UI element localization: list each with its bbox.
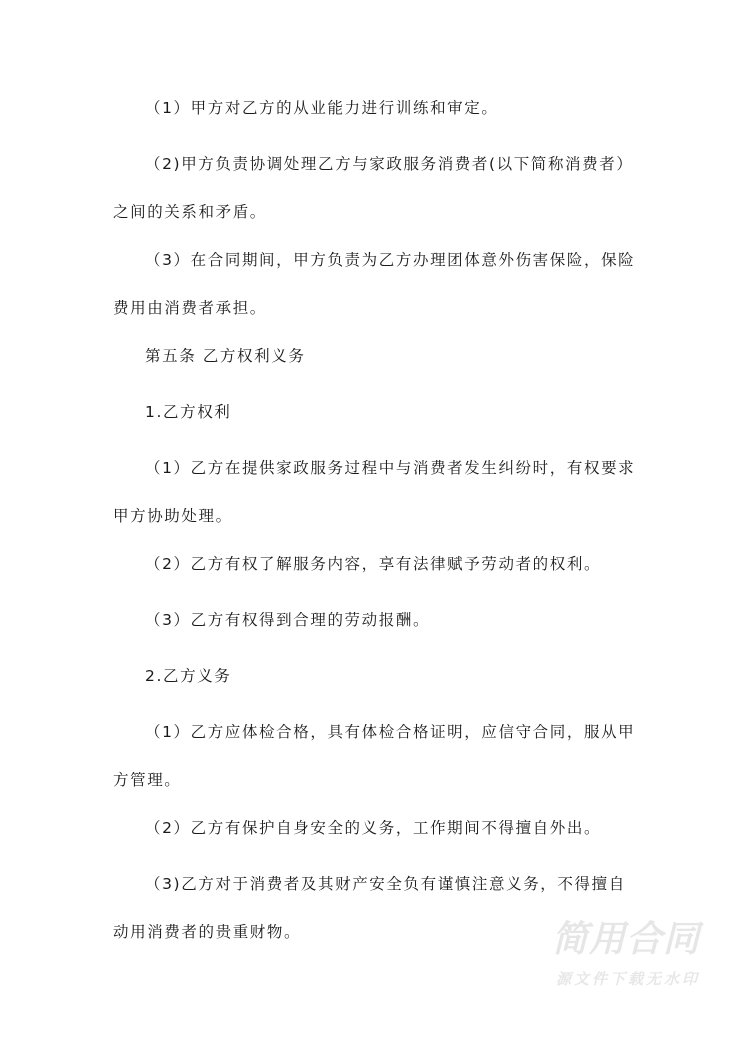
paragraph-line: 费用由消费者承担。 <box>113 299 267 317</box>
paragraph-line: （3）在合同期间，甲方负责为乙方办理团体意外伤害保险，保险 <box>145 251 636 269</box>
watermark-subtitle: 源文件下载无水印 <box>555 970 700 988</box>
paragraph-line: 第五条 乙方权利义务 <box>145 347 306 365</box>
paragraph-line: 之间的关系和矛盾。 <box>113 203 267 221</box>
paragraph-obligations-1 <box>113 708 636 804</box>
paragraph-rights-2 <box>113 540 633 588</box>
paragraph-line: （2）乙方有权了解服务内容，享有法律赋予劳动者的权利。 <box>145 555 602 573</box>
paragraph-line: 1.乙方权利 <box>145 403 232 421</box>
paragraph-obligations-2 <box>113 804 633 852</box>
paragraph-2 <box>113 140 633 236</box>
paragraph-line: （3）乙方有权得到合理的劳动报酬。 <box>145 611 431 629</box>
paragraph-line: （2)甲方负责协调处理乙方与家政服务消费者(以下简称消费者） <box>145 155 634 173</box>
paragraph-1 <box>113 84 633 132</box>
paragraph-line: （1）乙方在提供家政服务过程中与消费者发生纠纷时，有权要求 <box>145 459 636 477</box>
paragraph-line: （2）乙方有保护自身安全的义务，工作期间不得擅自外出。 <box>145 819 602 837</box>
watermark-title: 简用合同 <box>551 919 700 960</box>
paragraph-line: 甲方协助处理。 <box>113 507 233 525</box>
paragraph-3 <box>113 236 636 332</box>
subsection-rights <box>113 388 633 436</box>
paragraph-line: （1）甲方对乙方的从业能力进行训练和审定。 <box>145 99 499 117</box>
paragraph-rights-1 <box>113 444 636 540</box>
paragraph-line: 方管理。 <box>113 771 182 789</box>
subsection-obligations <box>113 652 633 700</box>
paragraph-line: （3)乙方对于消费者及其财产安全负有谨慎注意义务，不得擅自 <box>145 875 626 893</box>
paragraph-line: 2.乙方义务 <box>145 667 232 685</box>
section-heading <box>113 332 633 380</box>
paragraph-obligations-3 <box>113 860 633 956</box>
paragraph-rights-3 <box>113 596 633 644</box>
paragraph-line: 动用消费者的贵重财物。 <box>113 923 302 941</box>
paragraph-line: （1）乙方应体检合格，具有体检合格证明，应信守合同，服从甲 <box>145 723 636 741</box>
